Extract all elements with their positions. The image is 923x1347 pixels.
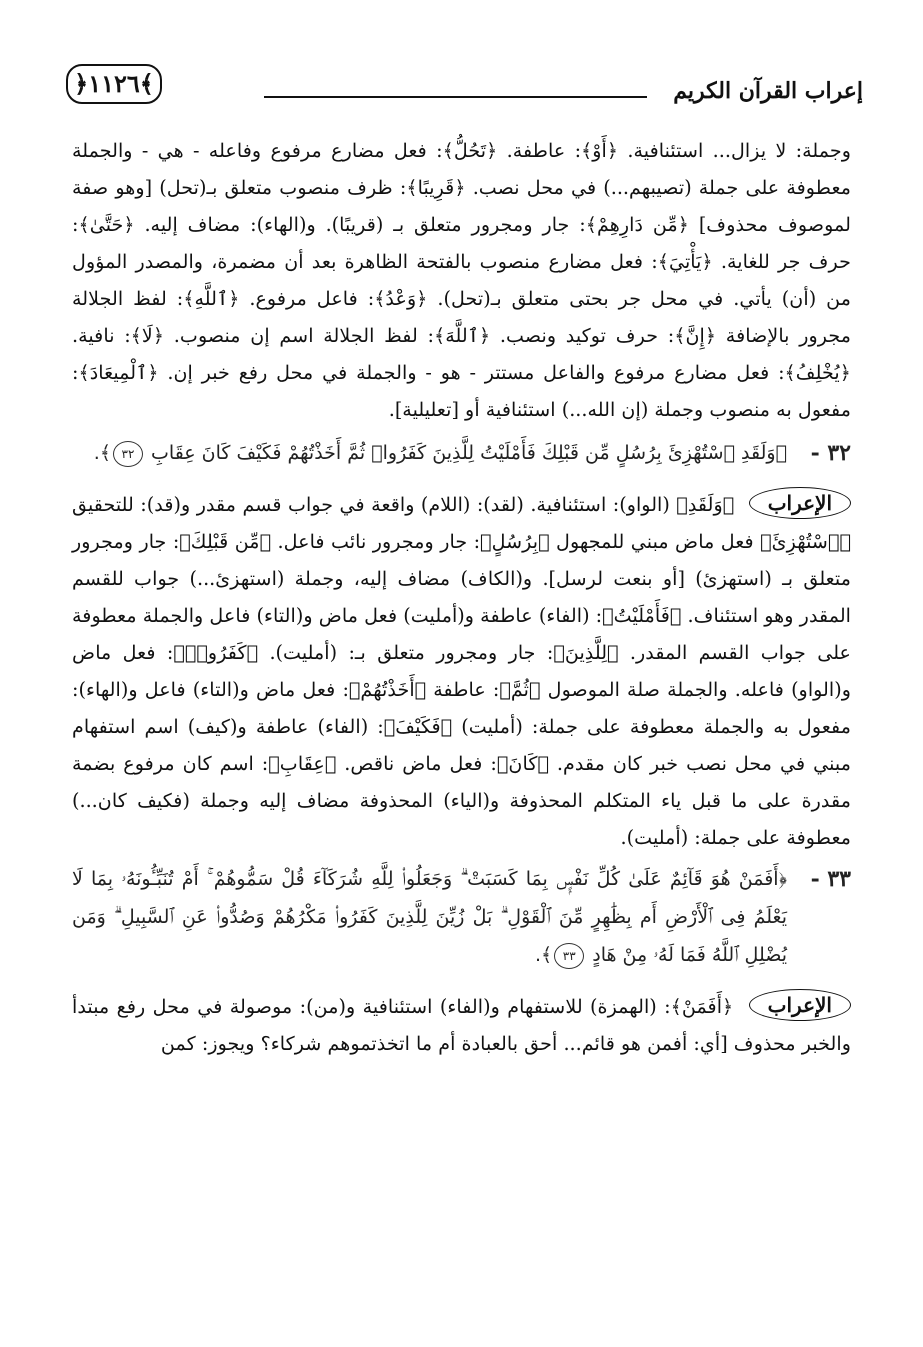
irab-label: الإعراب <box>749 989 851 1021</box>
verse-text: ﴿أَفَمَنْ هُوَ قَآئِمٌ عَلَىٰ كُلِّ نَفْسٍۭ بِمَا كَسَبَتْ ۗ وَجَعَلُوا۟ لِلَّهِ شُرَكَآءَ قُلْ سَمُّوهُمْ ۚ أَمْ تُنَبِّـُٔونَهُۥ بِمَا لَا يَعْلَمُ فِى ٱلْأَرْضِ أَم بِظَٰهِرٍ مِّنَ ٱلْقَوْلِ ۗ بَلْ زُيِّنَ لِلَّذِينَ كَفَرُوا۟ مَكْرُهُمْ وَصُدُّوا۟ عَنِ ٱلسَّبِيلِ ۗ وَمَن يُضْلِلِ ٱللَّهُ فَمَا لَهُۥ مِنْ هَادٍ <box>72 868 787 966</box>
verse-text: ﴿وَلَقَدِ ٱسْتُهْزِئَ بِرُسُلٍ مِّن قَبْلِكَ فَأَمْلَيْتُ لِلَّذِينَ كَفَرُوا۟ ثُمَّ أَخَذْتُهُمْ فَكَيْفَ كَانَ عِقَابِ <box>151 442 787 464</box>
verse-end-marker: ٣٣ <box>554 943 584 969</box>
verse-close: ﴾. <box>93 442 111 464</box>
running-title: إعراب القرآن الكريم <box>673 78 863 104</box>
verse-32 <box>72 434 851 472</box>
verse-33 <box>72 860 851 974</box>
verse-close: ﴾. <box>535 944 553 966</box>
header-rule <box>264 96 647 98</box>
page-body <box>72 132 851 1062</box>
irab-paragraph-33 <box>72 988 851 1062</box>
irab-label: الإعراب <box>749 487 851 519</box>
verse-end-marker: ٣٢ <box>113 441 143 467</box>
continuation-paragraph: وجملة: لا يزال... استئنافية. ﴿أَوْ﴾: عاطفة. ﴿تَحُلُّ﴾: فعل مضارع مرفوع وفاعله - هي - والجملة معطوفة على جملة (تصيبهم...) في محل نصب. ﴿قَرِيبًا﴾: ظرف منصوب متعلق بـ(تحل) [وهو صفة لموصوف محذوف] ﴿مِّن دَارِهِمْ﴾: جار ومجرور متعلق بـ (قريبًا). و(الهاء): مضاف إليه. ﴿حَتَّىٰ﴾: حرف جر للغاية. ﴿يَأْتِيَ﴾: فعل مضارع منصوب بالفتحة الظاهرة بعد أن مضمرة، والمصدر المؤول من (أن) يأتي. في محل جر بحتى متعلق بـ(تحل). ﴿وَعْدُ﴾: فاعل مرفوع. ﴿ٱللَّهِ﴾: لفظ الجلالة مجرور بالإضافة ﴿إِنَّ﴾: حرف توكيد ونصب. ﴿ٱللَّهَ﴾: لفظ الجلالة اسم إن منصوب. ﴿لَا﴾: نافية. ﴿يُخْلِفُ﴾: فعل مضارع مرفوع والفاعل مستتر - هو - والجملة في محل رفع خبر إن. ﴿ٱلْمِيعَادَ﴾: مفعول به منصوب وجملة (إن الله...) استئنافية أو [تعليلية]. <box>72 139 851 421</box>
page-header <box>48 58 875 102</box>
verse-number: ٣٢ - <box>810 440 851 466</box>
irab-text: ﴿وَلَقَدِ﴾ (الواو): استئنافية. (لقد): (اللام) واقعة في جواب قسم مقدر و(قد): للتحقيق ﴿ٱسْتُهْزِئَ﴾ فعل ماض مبني للمجهول ﴿بِرُسُلٍ﴾: جار ومجرور نائب فاعل. ﴿مِّن قَبْلِكَ﴾: جار ومجرور متعلق بـ (استهزئ) [أو بنعت لرسل]. و(الكاف) مضاف إليه، وجملة (استهزئ...) جواب للقسم المقدر وهو استئناف. ﴿فَأَمْلَيْتُ﴾: (الفاء) عاطفة و(أمليت) فعل ماض و(التاء) فاعل والجملة معطوفة على جواب القسم المقدر. ﴿لِلَّذِينَ﴾: جار ومجرور متعلق بـ: (أمليت). ﴿كَفَرُوا۟﴾: فعل ماض و(الواو) فاعله. والجملة صلة الموصول ﴿ثُمَّ﴾: عاطفة ﴿أَخَذْتُهُمْ﴾: فعل ماض و(التاء) فاعل و(الهاء): مفعول به والجملة معطوفة على جملة: (أمليت) ﴿فَكَيْفَ﴾: (الفاء) عاطفة و(كيف) اسم استفهام مبني في محل نصب خبر كان مقدم. ﴿كَانَ﴾: فعل ماض ناقص. ﴿عِقَابِ﴾: اسم كان مرفوع بضمة مقدرة على ما قبل ياء المتكلم المحذوفة و(الياء) المحذوفة مضاف إليه وجملة (فكيف كان...) معطوفة على جملة: (أمليت). <box>72 493 851 849</box>
irab-paragraph-32 <box>72 486 851 856</box>
verse-number: ٣٣ - <box>810 866 851 892</box>
irab-text: ﴿أَفَمَنْ﴾: (الهمزة) للاستفهام و(الفاء) استئنافية و(من): موصولة في محل رفع مبتدأ والخبر محذوف [أي: أفمن هو قائم... أحق بالعبادة أم ما اتخذتموهم شركاء؟ ويجوز: كمن <box>72 995 851 1055</box>
page-number: ﴿١١٢٦﴾ <box>66 64 162 104</box>
